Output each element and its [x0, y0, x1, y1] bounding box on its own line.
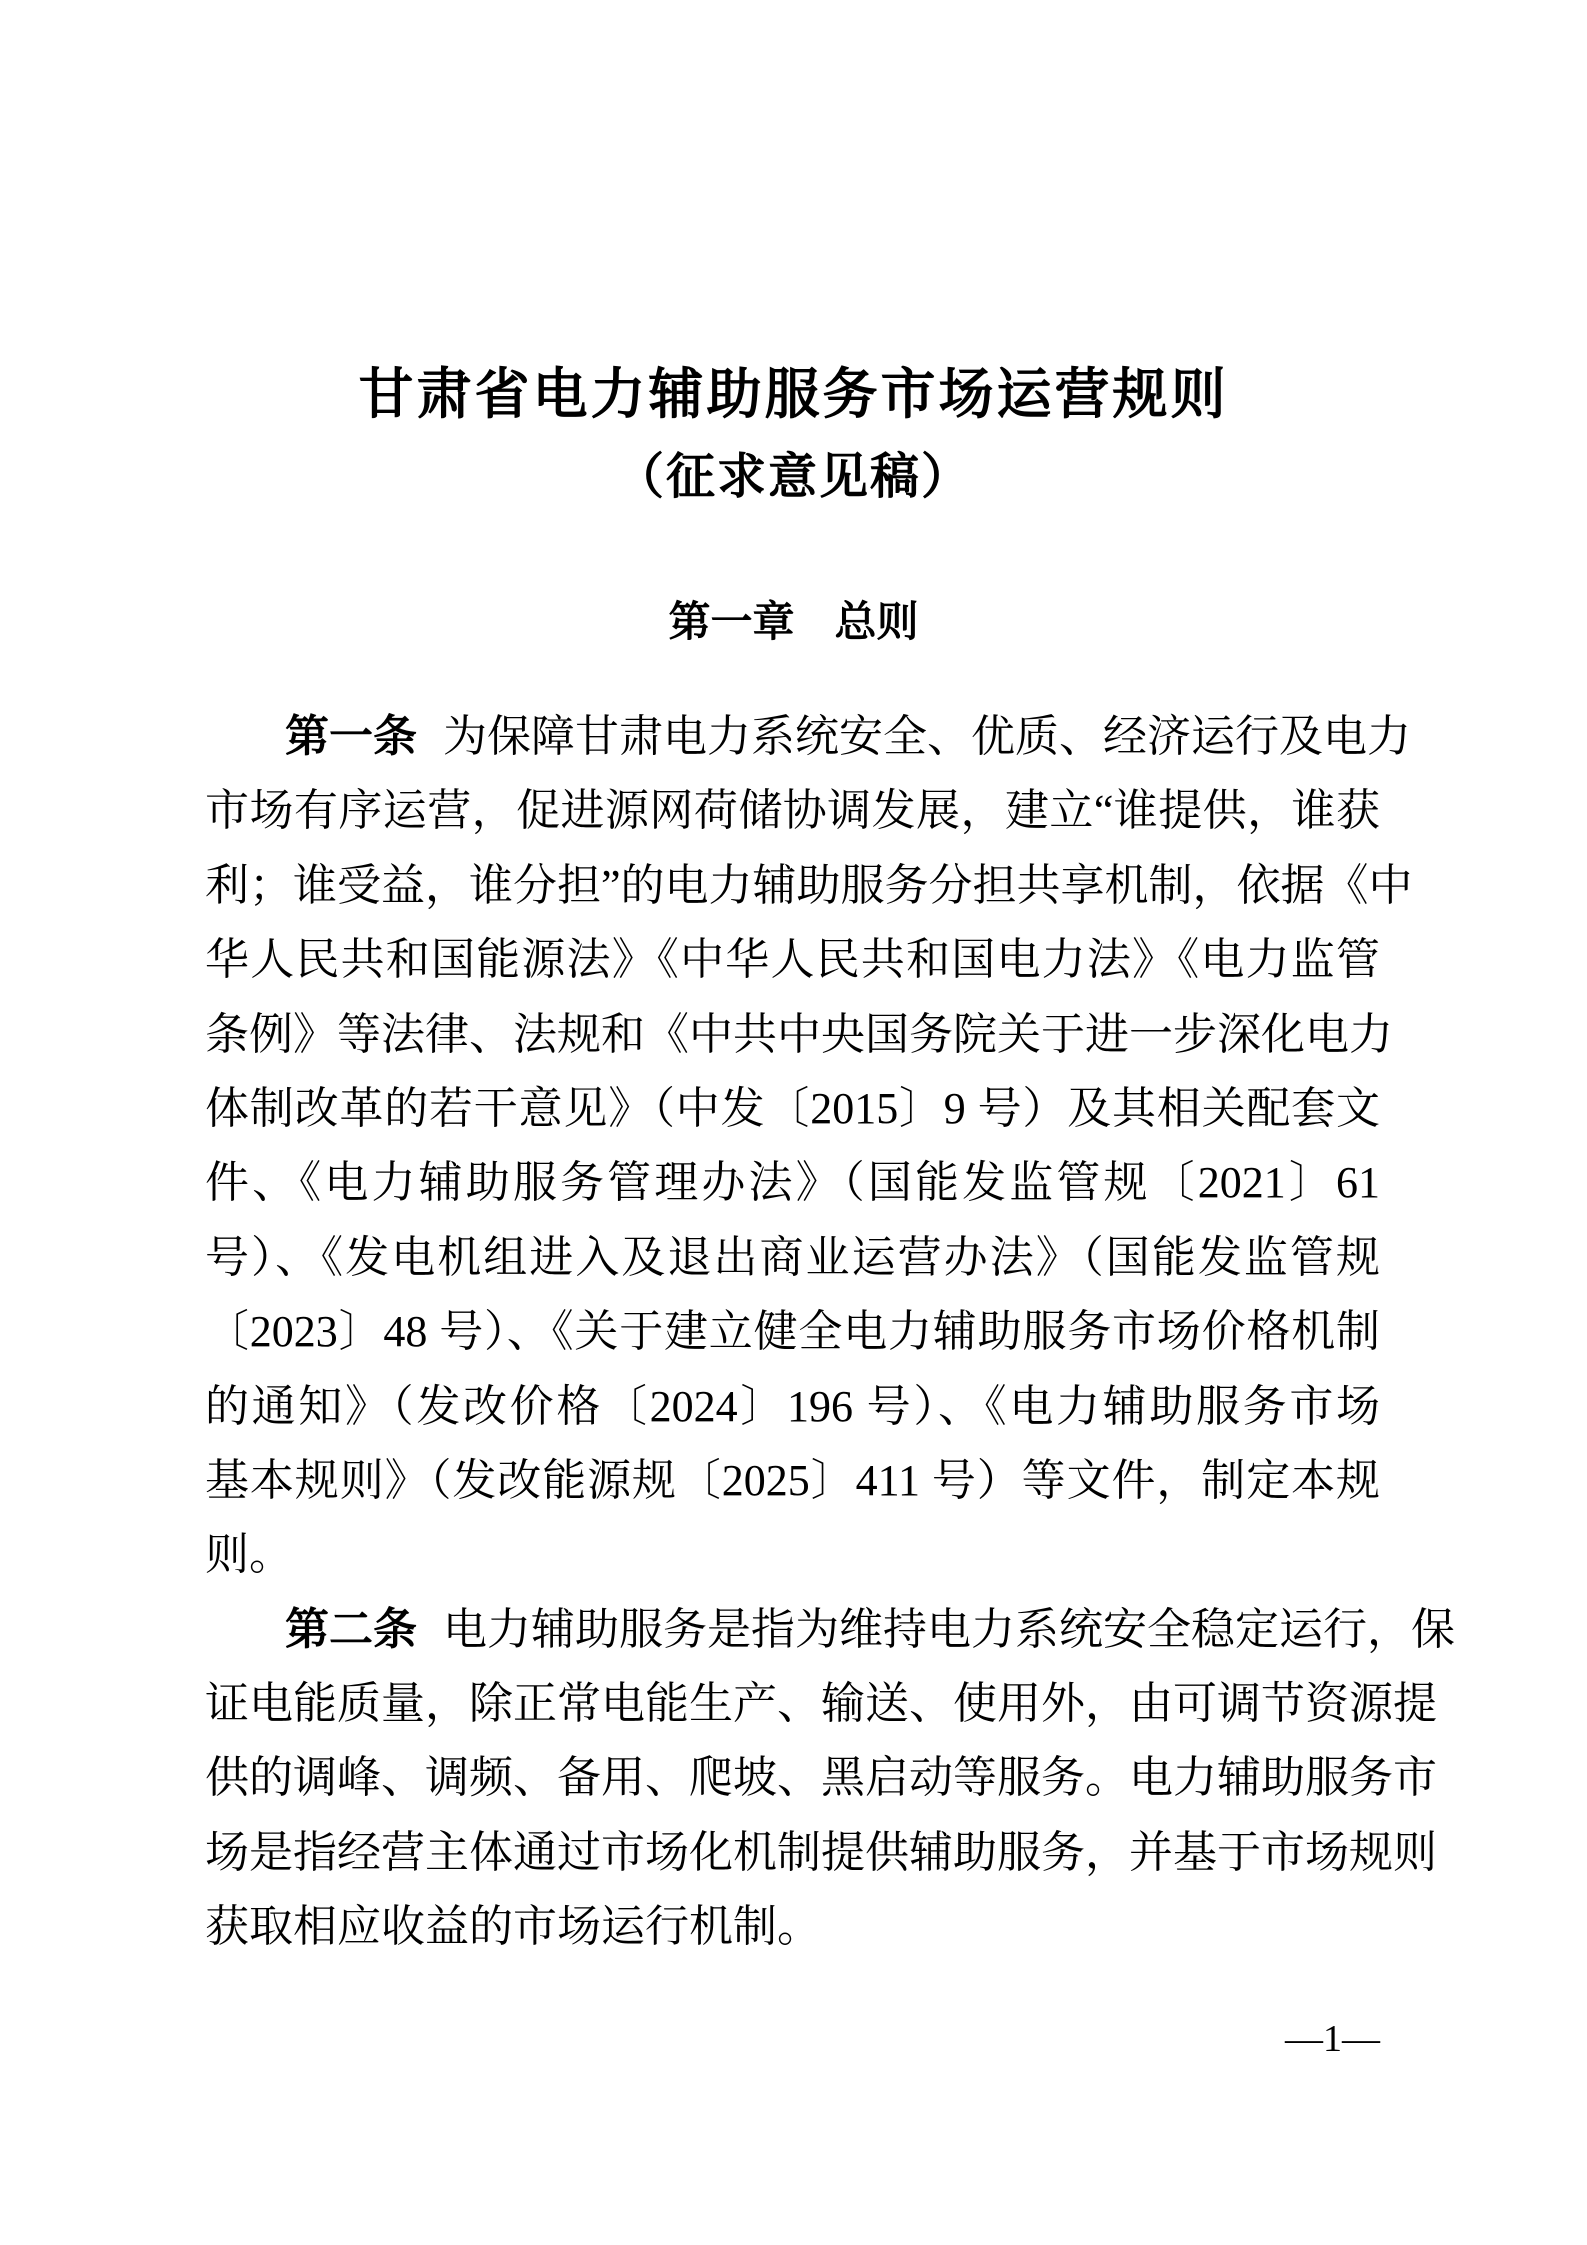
document-title: 甘肃省电力辅助服务市场运营规则	[358, 361, 1229, 426]
chapter-number: 第一章	[668, 598, 795, 645]
body-line: 〔2023〕48 号）、《关于建立健全电力辅助服务市场价格机制	[205, 1307, 1380, 1357]
article-2-lead: 第二条	[285, 1604, 417, 1654]
body-line: 市场有序运营，促进源网荷储协调发展，建立“谁提供，谁获	[205, 786, 1380, 836]
article-1	[205, 700, 1413, 1593]
body-line-text: 电力辅助服务是指为维持电力系统安全稳定运行，保	[443, 1604, 1455, 1654]
body-line	[205, 1593, 1455, 1667]
page-number: —1—	[1285, 2018, 1380, 2060]
body-line-text: 为保障甘肃电力系统安全、优质、经济运行及电力	[443, 712, 1411, 761]
document-body	[205, 700, 1455, 1965]
article-1-lead: 第一条	[285, 712, 417, 761]
body-line: 场是指经营主体通过市场化机制提供辅助服务，并基于市场规则	[205, 1827, 1437, 1877]
article-2	[205, 1593, 1455, 1965]
chapter-heading	[0, 594, 1587, 650]
body-line: 体制改革的若干意见》（中发〔2015〕9 号）及其相关配套文	[205, 1083, 1380, 1133]
body-line: 件、《电力辅助服务管理办法》（国能发监管规〔2021〕61	[205, 1158, 1380, 1208]
body-line: 条例》等法律、法规和《中共中央国务院关于进一步深化电力	[205, 1009, 1393, 1059]
body-line: 则。	[205, 1530, 293, 1580]
body-line: 利；谁受益，谁分担”的电力辅助服务分担共享机制，依据《中	[205, 860, 1413, 910]
body-line: 华人民共和国能源法》《中华人民共和国电力法》《电力监管	[205, 935, 1380, 985]
body-line: 获取相应收益的市场运行机制。	[205, 1902, 821, 1952]
body-line	[205, 700, 1411, 774]
document-subtitle: （征求意见稿）	[614, 447, 972, 505]
body-line: 的通知》（发改价格〔2024〕196 号）、《电力辅助服务市场	[205, 1381, 1380, 1431]
body-line: 供的调峰、调频、备用、爬坡、黑启动等服务。电力辅助服务市	[205, 1753, 1437, 1803]
body-line: 号）、《发电机组进入及退出商业运营办法》（国能发监管规	[205, 1232, 1380, 1282]
chapter-name: 总则	[834, 598, 919, 645]
body-line: 证电能质量，除正常电能生产、输送、使用外，由可调节资源提	[205, 1679, 1437, 1729]
body-line: 基本规则》（发改能源规〔2025〕411 号）等文件，制定本规	[205, 1455, 1380, 1505]
